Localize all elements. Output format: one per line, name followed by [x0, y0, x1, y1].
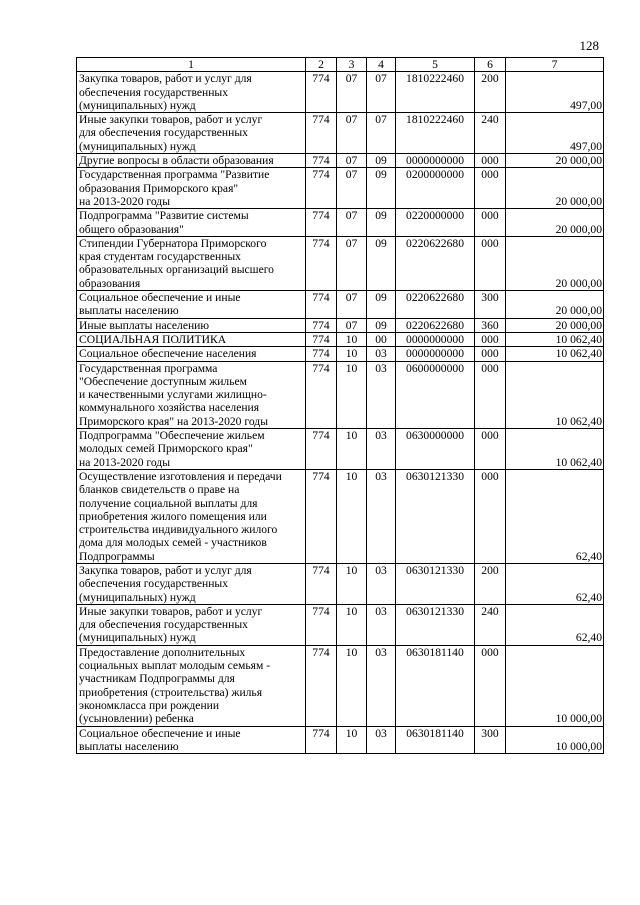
ministry-code-cell: 774 — [306, 291, 337, 319]
section-code-cell: 10 — [337, 429, 367, 470]
section-code-cell: 10 — [337, 726, 367, 754]
expense-name-cell: Предоставление дополнительных социальных выплат молодым семьям - участникам Подпрограммы для приобретения (строительства) жилья экономкласса при рождении (усыновлении) ребенка — [77, 645, 306, 726]
amount-cell: 62,40 — [506, 563, 604, 604]
ministry-code-cell: 774 — [306, 347, 337, 361]
ministry-code-cell: 774 — [306, 332, 337, 346]
amount-cell: 10 000,00 — [506, 726, 604, 754]
section-code-cell: 07 — [337, 209, 367, 237]
section-code-cell: 10 — [337, 604, 367, 645]
column-header: 6 — [475, 58, 506, 72]
table-row — [77, 236, 604, 290]
subsection-code-cell: 03 — [367, 361, 396, 428]
target-article-cell: 0200000000 — [396, 168, 475, 209]
column-header: 1 — [77, 58, 306, 72]
subsection-code-cell: 09 — [367, 318, 396, 332]
target-article-cell: 0000000000 — [396, 154, 475, 168]
budget-table-body — [77, 58, 604, 754]
amount-cell: 20 000,00 — [506, 209, 604, 237]
expense-name-cell: Осуществление изготовления и передачи бланков свидетельств о праве на получение социальной выплаты для приобретения жилого помещения или строительства индивидуального жилого дома для молодых семей - участников Подпрограммы — [77, 469, 306, 563]
amount-cell: 10 000,00 — [506, 645, 604, 726]
expense-name-cell: Иные выплаты населению — [77, 318, 306, 332]
amount-cell: 62,40 — [506, 604, 604, 645]
target-article-cell: 0630181140 — [396, 726, 475, 754]
ministry-code-cell: 774 — [306, 72, 337, 113]
subsection-code-cell: 07 — [367, 72, 396, 113]
ministry-code-cell: 774 — [306, 318, 337, 332]
subsection-code-cell: 03 — [367, 347, 396, 361]
subsection-code-cell: 03 — [367, 429, 396, 470]
subsection-code-cell: 09 — [367, 154, 396, 168]
table-row — [77, 318, 604, 332]
table-row — [77, 209, 604, 237]
table-row — [77, 291, 604, 319]
section-code-cell: 07 — [337, 72, 367, 113]
table-row — [77, 72, 604, 113]
table-row — [77, 113, 604, 154]
expense-name-cell: Государственная программа "Обеспечение доступным жильем и качественными услугами жилищно- коммунального хозяйства населения Приморского края" на 2013-2020 годы — [77, 361, 306, 428]
expense-name-cell: Другие вопросы в области образования — [77, 154, 306, 168]
target-article-cell: 0220000000 — [396, 209, 475, 237]
target-article-cell: 1810222460 — [396, 113, 475, 154]
expense-name-cell: Закупка товаров, работ и услуг для обеспечения государственных (муниципальных) нужд — [77, 563, 306, 604]
column-header: 7 — [506, 58, 604, 72]
table-row — [77, 645, 604, 726]
subsection-code-cell: 00 — [367, 332, 396, 346]
target-article-cell: 0220622680 — [396, 318, 475, 332]
expense-type-cell: 360 — [475, 318, 506, 332]
expense-type-cell: 000 — [475, 168, 506, 209]
subsection-code-cell: 09 — [367, 236, 396, 290]
expense-name-cell: Подпрограмма "Развитие системы общего образования" — [77, 209, 306, 237]
column-header: 2 — [306, 58, 337, 72]
table-row — [77, 361, 604, 428]
amount-cell: 20 000,00 — [506, 236, 604, 290]
section-code-cell: 10 — [337, 469, 367, 563]
expense-name-cell: Государственная программа "Развитие образования Приморского края" на 2013-2020 годы — [77, 168, 306, 209]
section-code-cell: 07 — [337, 113, 367, 154]
target-article-cell: 0630000000 — [396, 429, 475, 470]
expense-type-cell: 200 — [475, 72, 506, 113]
expense-name-cell: Подпрограмма "Обеспечение жильем молодых семей Приморского края" на 2013-2020 годы — [77, 429, 306, 470]
subsection-code-cell: 03 — [367, 604, 396, 645]
ministry-code-cell: 774 — [306, 563, 337, 604]
amount-cell: 10 062,40 — [506, 332, 604, 346]
ministry-code-cell: 774 — [306, 113, 337, 154]
expense-type-cell: 000 — [475, 469, 506, 563]
section-code-cell: 10 — [337, 563, 367, 604]
expense-type-cell: 300 — [475, 726, 506, 754]
section-code-cell: 07 — [337, 291, 367, 319]
target-article-cell: 0630121330 — [396, 469, 475, 563]
section-code-cell: 07 — [337, 236, 367, 290]
table-row — [77, 168, 604, 209]
target-article-cell: 0630121330 — [396, 604, 475, 645]
expense-name-cell: Социальное обеспечение и иные выплаты населению — [77, 726, 306, 754]
expense-name-cell: Закупка товаров, работ и услуг для обеспечения государственных (муниципальных) нужд — [77, 72, 306, 113]
expense-name-cell: Иные закупки товаров, работ и услуг для обеспечения государственных (муниципальных) нужд — [77, 113, 306, 154]
expense-type-cell: 000 — [475, 236, 506, 290]
expense-type-cell: 000 — [475, 154, 506, 168]
expense-name-cell: СОЦИАЛЬНАЯ ПОЛИТИКА — [77, 332, 306, 346]
target-article-cell: 0220622680 — [396, 291, 475, 319]
table-row — [77, 332, 604, 346]
ministry-code-cell: 774 — [306, 604, 337, 645]
ministry-code-cell: 774 — [306, 209, 337, 237]
section-code-cell: 10 — [337, 332, 367, 346]
expense-name-cell: Социальное обеспечение населения — [77, 347, 306, 361]
subsection-code-cell: 03 — [367, 563, 396, 604]
ministry-code-cell: 774 — [306, 361, 337, 428]
target-article-cell: 0600000000 — [396, 361, 475, 428]
expense-name-cell: Социальное обеспечение и иные выплаты населению — [77, 291, 306, 319]
expense-type-cell: 000 — [475, 209, 506, 237]
expense-type-cell: 240 — [475, 113, 506, 154]
ministry-code-cell: 774 — [306, 154, 337, 168]
section-code-cell: 10 — [337, 645, 367, 726]
target-article-cell: 0630121330 — [396, 563, 475, 604]
column-header: 3 — [337, 58, 367, 72]
section-code-cell: 07 — [337, 154, 367, 168]
expense-name-cell: Иные закупки товаров, работ и услуг для обеспечения государственных (муниципальных) нужд — [77, 604, 306, 645]
subsection-code-cell: 09 — [367, 209, 396, 237]
table-row — [77, 429, 604, 470]
amount-cell: 10 062,40 — [506, 361, 604, 428]
expense-type-cell: 000 — [475, 429, 506, 470]
amount-cell: 62,40 — [506, 469, 604, 563]
table-row — [77, 726, 604, 754]
expense-type-cell: 240 — [475, 604, 506, 645]
section-code-cell: 07 — [337, 168, 367, 209]
subsection-code-cell: 03 — [367, 645, 396, 726]
amount-cell: 20 000,00 — [506, 318, 604, 332]
column-header: 4 — [367, 58, 396, 72]
subsection-code-cell: 03 — [367, 726, 396, 754]
expense-type-cell: 000 — [475, 645, 506, 726]
page-number: 128 — [579, 38, 599, 53]
expense-type-cell: 300 — [475, 291, 506, 319]
section-code-cell: 10 — [337, 347, 367, 361]
subsection-code-cell: 07 — [367, 113, 396, 154]
table-row — [77, 469, 604, 563]
expense-type-cell: 000 — [475, 332, 506, 346]
table-row — [77, 604, 604, 645]
amount-cell: 20 000,00 — [506, 291, 604, 319]
subsection-code-cell: 09 — [367, 168, 396, 209]
expense-type-cell: 200 — [475, 563, 506, 604]
ministry-code-cell: 774 — [306, 429, 337, 470]
section-code-cell: 07 — [337, 318, 367, 332]
section-code-cell: 10 — [337, 361, 367, 428]
table-row — [77, 347, 604, 361]
budget-table — [76, 57, 604, 754]
table-header-row — [77, 58, 604, 72]
amount-cell: 10 062,40 — [506, 429, 604, 470]
ministry-code-cell: 774 — [306, 168, 337, 209]
expense-type-cell: 000 — [475, 361, 506, 428]
target-article-cell: 0220622680 — [396, 236, 475, 290]
amount-cell: 10 062,40 — [506, 347, 604, 361]
target-article-cell: 1810222460 — [396, 72, 475, 113]
amount-cell: 497,00 — [506, 72, 604, 113]
subsection-code-cell: 09 — [367, 291, 396, 319]
amount-cell: 20 000,00 — [506, 168, 604, 209]
amount-cell: 497,00 — [506, 113, 604, 154]
expense-name-cell: Стипендии Губернатора Приморского края студентам государственных образовательных организаций высшего образования — [77, 236, 306, 290]
table-row — [77, 154, 604, 168]
column-header: 5 — [396, 58, 475, 72]
target-article-cell: 0000000000 — [396, 347, 475, 361]
table-row — [77, 563, 604, 604]
ministry-code-cell: 774 — [306, 726, 337, 754]
target-article-cell: 0000000000 — [396, 332, 475, 346]
ministry-code-cell: 774 — [306, 469, 337, 563]
target-article-cell: 0630181140 — [396, 645, 475, 726]
expense-type-cell: 000 — [475, 347, 506, 361]
ministry-code-cell: 774 — [306, 645, 337, 726]
subsection-code-cell: 03 — [367, 469, 396, 563]
amount-cell: 20 000,00 — [506, 154, 604, 168]
ministry-code-cell: 774 — [306, 236, 337, 290]
